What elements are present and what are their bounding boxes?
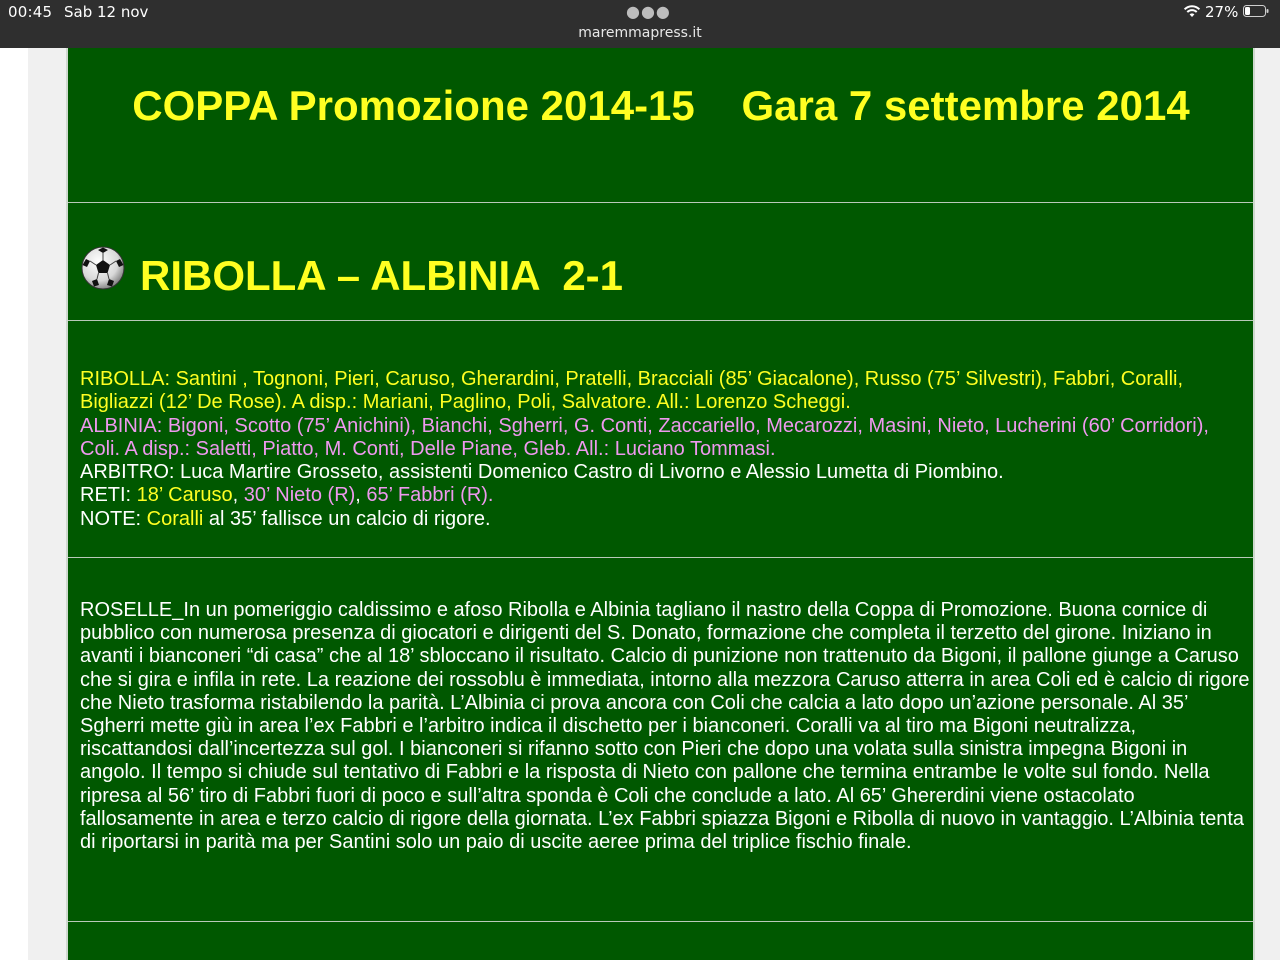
notes-text: al 35’ fallisce un calcio di rigore.	[203, 507, 491, 530]
more-dots-icon[interactable]: ●●●	[626, 2, 671, 21]
article-table	[66, 48, 1255, 960]
notes-label: NOTE:	[80, 507, 147, 530]
notes-line	[80, 508, 1250, 531]
status-bar	[0, 0, 1280, 48]
web-page	[0, 48, 1280, 960]
albinia-lineup: ALBINIA: Bigoni, Scotto (75’ Anichini), Bianchi, Sgherri, G. Conti, Zaccariello, Mecarozzi, Masini, Nieto, Lucherini (60’ Corridori), Coli. A disp.: Saletti, Piatto, M. Conti, Delle Piane, Gleb. All.: Luciano Tommasi.	[80, 414, 1209, 460]
goal-albinia: 30’ Nieto (R)	[243, 484, 356, 507]
report-cell	[68, 558, 1253, 922]
soccer-ball-icon	[80, 245, 126, 291]
wifi-icon	[1182, 4, 1202, 18]
goals-line	[80, 484, 1250, 507]
page-margin-left	[28, 48, 66, 960]
notes-player: Coralli	[146, 507, 204, 530]
battery-icon	[1243, 5, 1269, 17]
match-teams: RIBOLLA – ALBINIA	[140, 252, 539, 299]
goal-separator: ,	[355, 484, 367, 507]
ribolla-lineup: RIBOLLA: Santini , Tognoni, Pieri, Caruso, Gherardini, Pratelli, Bracciali (85’ Giacalone), Russo (75’ Silvestri), Fabbri, Coralli, Bigliazzi (12’ De Rose). A disp.: Mariani, Paglino, Poli, Salvatore. All.: Lorenzo Scheggi.	[80, 368, 1184, 414]
match-result	[140, 252, 623, 300]
page-title: COPPA Promozione 2014-15 Gara 7 settembre 2014	[132, 82, 1190, 129]
match-score: 2-1	[562, 252, 624, 299]
next-cell	[68, 922, 1253, 960]
lineups	[80, 368, 1250, 531]
goals-label: RETI:	[80, 484, 137, 507]
lineups-cell	[68, 321, 1253, 558]
status-date: Sab 12 nov	[64, 3, 149, 21]
goal-ribolla-1: 18’ Caruso	[136, 484, 233, 507]
page-margin-right	[1255, 48, 1280, 960]
goal-ribolla-2: 65’ Fabbri (R).	[366, 484, 494, 507]
match-cell	[68, 203, 1253, 321]
referee-info: ARBITRO: Luca Martire Grosseto, assistenti Domenico Castro di Livorno e Alessio Lumetta di Piombino.	[80, 461, 1004, 484]
battery-percent: 27%	[1205, 3, 1239, 21]
status-time: 00:45	[8, 3, 53, 21]
address-bar-url[interactable]: maremmapress.it	[578, 25, 702, 41]
match-report: ROSELLE_In un pomeriggio caldissimo e afoso Ribolla e Albinia tagliano il nastro della Coppa di Promozione. Buona cornice di pubblico con numerosa presenza di giocatori e dirigenti del S. Donato, formazione che completa il terzetto del girone. Iniziano in avanti i bianconeri “di casa” che al 18’ sbloccano il risultato. Calcio di punizione non trattenuto da Bigoni, il pallone giunge a Caruso che si gira e infila in rete. La reazione dei rossoblu è immediata, intorno alla mezzora Caruso atterra in area Coli ed è calcio di rigore che Nieto trasforma ristabilendo la parità. L’Albinia ci prova ancora con Coli che calcia a lato dopo un’azione personale. Al 35’ Sgherri mette giù in area l’ex Fabbri e l’arbitro indica il dischetto per i bianconeri. Coralli va al tiro ma Bigoni neutralizza, riscattandosi dall’incertezza sul gol. I bianconeri si rifanno sotto con Pieri che dopo una volata sulla sinistra impegna Bigoni in angolo. Il tempo si chiude sul tentativo di Fabbri e la risposta di Nieto con pallone che termina entrambe le volte sul fondo. Nella ripresa al 56’ tiro di Fabbri fuori di poco e sull’altra sponda è Coli che conclude a lato. Al 65’ Ghererdini viene ostacolato fallosamente in area e terzo calcio di rigore della giornata. L’ex Fabbri spiazza Bigoni e Ribolla di nuovo in vantaggio. L’Albinia tenta di riportarsi in parità ma per Santini solo un paio di uscite aeree prima del triplice fischio finale.	[80, 599, 1250, 854]
goal-separator: ,	[232, 484, 244, 507]
title-cell	[68, 48, 1253, 203]
